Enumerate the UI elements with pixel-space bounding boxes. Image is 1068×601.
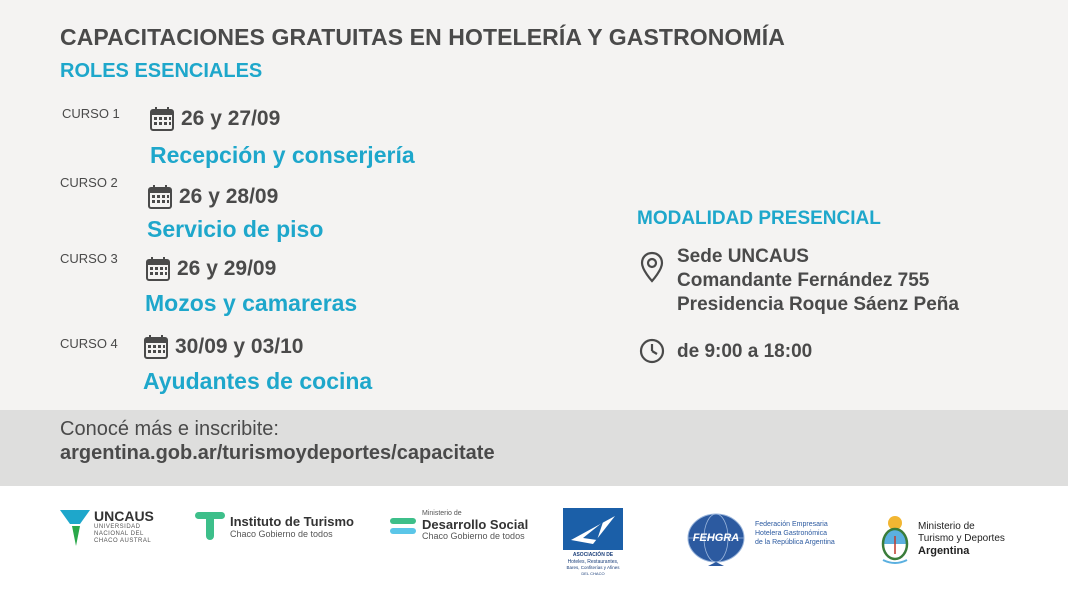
asoc-line: Bares, Confiterías y Afines	[566, 565, 620, 570]
location-line: Comandante Fernández 755	[677, 270, 930, 291]
course-label: CURSO 2	[60, 175, 118, 190]
course-date	[147, 184, 278, 210]
uncaus-sub: NACIONAL DEL	[94, 531, 144, 537]
social-pre: Ministerio de	[422, 510, 462, 517]
fehgra-line: Federación Empresaria	[755, 521, 828, 528]
cta-intro: Conocé más e inscribite:	[60, 418, 279, 440]
cta-link[interactable]: argentina.gob.ar/turismoydeportes/capacitate	[60, 442, 495, 464]
calendar-icon	[149, 106, 175, 132]
asoc-line: Hoteles, Restaurantes,	[567, 559, 619, 565]
page-subtitle: ROLES ESENCIALES	[60, 60, 263, 82]
fehgra-line: Hotelera Gastronómica	[755, 530, 827, 537]
ministerio-line: Turismo y Deportes	[918, 533, 1005, 544]
ministerio-line: Argentina	[918, 545, 970, 557]
schedule-text: de 9:00 a 18:00	[677, 341, 813, 362]
location-pin-icon	[639, 251, 665, 283]
course-name: Mozos y camareras	[145, 290, 358, 316]
social-name: Desarrollo Social	[422, 517, 529, 532]
calendar-icon	[145, 256, 171, 282]
turismo-sub: Chaco Gobierno de todos	[230, 529, 333, 539]
location-address	[677, 245, 959, 317]
social-sub: Chaco Gobierno de todos	[422, 531, 525, 541]
course-name: Recepción y conserjería	[150, 142, 415, 168]
uncaus-sub: CHACO AUSTRAL	[94, 538, 152, 544]
asoc-title: ASOCIACIÓN DE	[572, 552, 614, 558]
course-label: CURSO 4	[60, 336, 118, 351]
asoc-line: DEL CHACO	[581, 571, 605, 576]
location-line: Presidencia Roque Sáenz Peña	[677, 294, 959, 315]
argentina-coat-of-arms-icon	[878, 514, 912, 568]
calendar-icon	[147, 184, 173, 210]
course-date-text: 26 y 27/09	[181, 107, 281, 130]
course-date	[149, 106, 280, 132]
location-line: Sede UNCAUS	[677, 246, 809, 267]
turismo-name: Instituto de Turismo	[230, 514, 354, 529]
course-date-text: 30/09 y 03/10	[175, 335, 304, 358]
page-title: CAPACITACIONES GRATUITAS EN HOTELERÍA Y GASTRONOMÍA	[60, 24, 785, 50]
uncaus-emblem-icon	[60, 510, 90, 546]
uncaus-sub: UNIVERSIDAD	[94, 524, 141, 530]
course-label: CURSO 3	[60, 251, 118, 266]
fehgra-mark: FEHGRA	[692, 532, 740, 544]
course-date	[145, 256, 276, 282]
course-name: Servicio de piso	[147, 216, 324, 242]
calendar-icon	[143, 334, 169, 360]
fehgra-line: de la República Argentina	[755, 539, 835, 546]
course-label: CURSO 1	[62, 106, 120, 121]
uncaus-name: UNCAUS	[94, 508, 154, 524]
ministerio-line: Ministerio de	[918, 521, 975, 532]
course-date-text: 26 y 29/09	[177, 257, 277, 280]
course-name: Ayudantes de cocina	[143, 368, 373, 394]
asociacion-emblem-icon	[563, 508, 623, 550]
turismo-t-icon	[195, 512, 225, 540]
desarrollo-social-icon	[390, 518, 416, 536]
clock-icon	[639, 338, 665, 364]
course-date	[143, 334, 303, 360]
course-date-text: 26 y 28/09	[179, 185, 279, 208]
modality-heading: MODALIDAD PRESENCIAL	[637, 208, 881, 229]
